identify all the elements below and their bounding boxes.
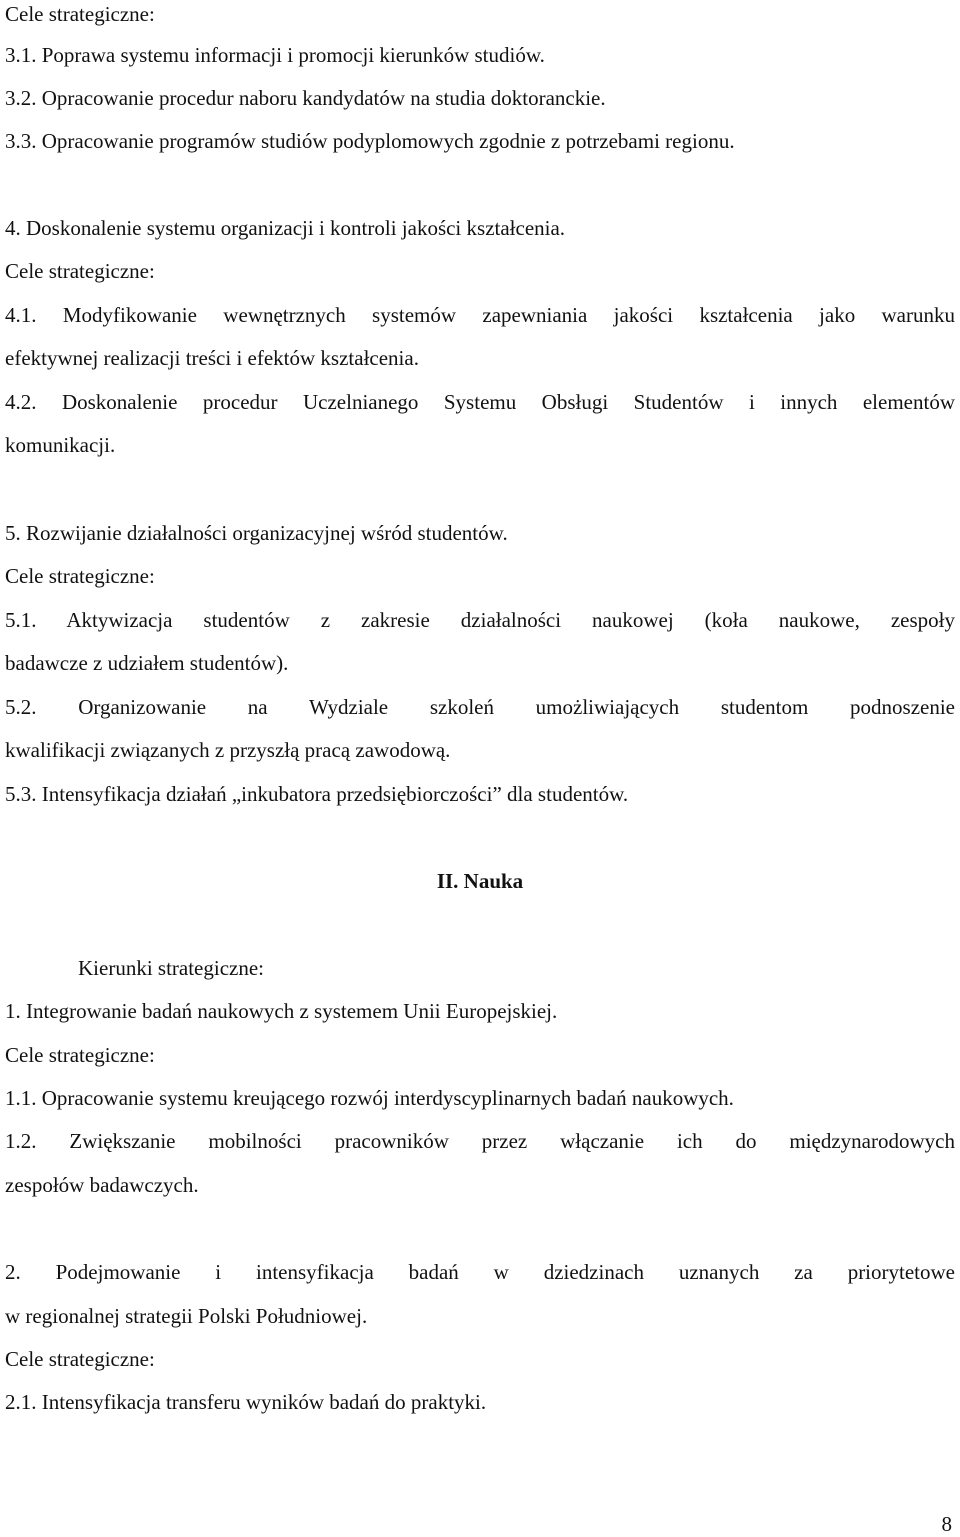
direction-5: 5. Rozwijanie działalności organizacyjnej wśród studentów. [5,521,508,545]
page-number: 8 [941,1512,952,1536]
direction-4: 4. Doskonalenie systemu organizacji i kontroli jakości kształcenia. [5,216,566,240]
goal-3-3: 3.3. Opracowanie programów studiów podyplomowych zgodnie z potrzebami regionu. [5,129,735,153]
cele-label: Cele strategiczne: [5,564,155,588]
kierunki-label: Kierunki strategiczne: [78,956,265,980]
goal-2-1: 2.1. Intensyfikacja transferu wyników badań do praktyki. [5,1390,487,1414]
goal-4-2-cont: komunikacji. [5,433,116,457]
goal-1-2: 1.2. Zwiększanie mobilności pracowników przez włączanie ich do międzynarodowych [5,1129,955,1153]
cele-label: Cele strategiczne: [5,1347,155,1371]
goal-4-2: 4.2. Doskonalenie procedur Uczelnianego Systemu Obsługi Studentów i innych elementów [5,390,955,414]
goal-4-1: 4.1. Modyfikowanie wewnętrznych systemów zapewniania jakości kształcenia jako warunku [5,303,955,327]
direction-2: 2. Podejmowanie i intensyfikacja badań w dziedzinach uznanych za priorytetowe [5,1260,955,1284]
section-heading: II. Nauka [436,869,524,893]
goal-1-2-cont: zespołów badawczych. [5,1173,199,1197]
goal-5-1: 5.1. Aktywizacja studentów z zakresie działalności naukowej (koła naukowe, zespoły [5,608,955,632]
cele-label: Cele strategiczne: [5,259,155,283]
goal-3-1: 3.1. Poprawa systemu informacji i promocji kierunków studiów. [5,43,545,67]
goal-5-1-cont: badawcze z udziałem studentów). [5,651,289,675]
direction-1: 1. Integrowanie badań naukowych z systemem Unii Europejskiej. [5,999,558,1023]
direction-2-cont: w regionalnej strategii Polski Południowej. [5,1304,368,1328]
cele-label: Cele strategiczne: [5,2,155,26]
goal-1-1: 1.1. Opracowanie systemu kreującego rozwój interdyscyplinarnych badań naukowych. [5,1086,734,1110]
goal-5-3: 5.3. Intensyfikacja działań „inkubatora przedsiębiorczości” dla studentów. [5,782,629,806]
goal-4-1-cont: efektywnej realizacji treści i efektów kształcenia. [5,346,419,370]
cele-label: Cele strategiczne: [5,1043,155,1067]
goal-5-2-cont: kwalifikacji związanych z przyszłą pracą zawodową. [5,738,451,762]
goal-5-2: 5.2. Organizowanie na Wydziale szkoleń umożliwiających studentom podnoszenie [5,695,955,719]
goal-3-2: 3.2. Opracowanie procedur naboru kandydatów na studia doktoranckie. [5,86,606,110]
